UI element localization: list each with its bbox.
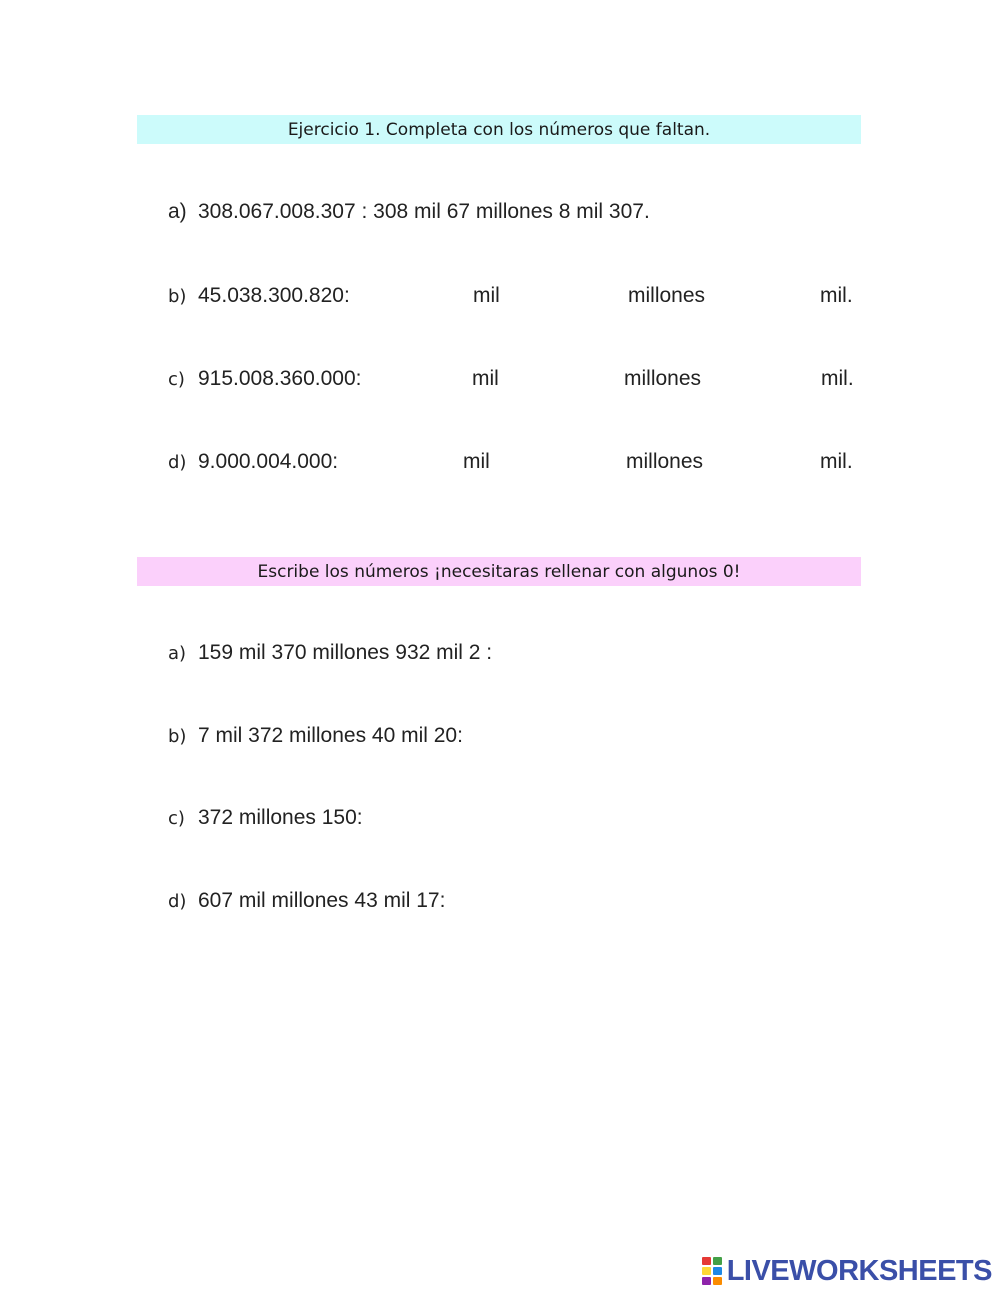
word-mil-end: mil. bbox=[820, 450, 853, 473]
word-millones: millones bbox=[626, 450, 704, 473]
item-text: 372 millones 150: bbox=[198, 806, 363, 829]
exercise-2-title-banner bbox=[137, 557, 861, 586]
word-mil: mil bbox=[473, 284, 500, 307]
number-text: 9.000.004.000: bbox=[198, 450, 339, 473]
logo-blocks-icon bbox=[702, 1257, 724, 1285]
item-letter: d) bbox=[168, 891, 187, 912]
word-millones: millones bbox=[628, 284, 706, 307]
word-mil: mil bbox=[472, 367, 499, 390]
exercise-1-title: Ejercicio 1. Completa con los números que faltan. bbox=[287, 119, 711, 140]
word-millones: millones bbox=[624, 367, 702, 390]
item-text: 159 mil 370 millones 932 mil 2 : bbox=[198, 641, 493, 664]
item-letter: d) bbox=[168, 452, 187, 473]
logo-text: LIVEWORKSHEETS bbox=[726, 1254, 992, 1287]
item-letter: b) bbox=[168, 726, 187, 747]
item-letter: a) bbox=[168, 643, 187, 664]
item-text: 7 mil 372 millones 40 mil 20: bbox=[198, 724, 463, 747]
item-letter: c) bbox=[168, 369, 185, 390]
item-letter: b) bbox=[168, 286, 187, 307]
word-mil-end: mil. bbox=[820, 284, 853, 307]
item-text: 607 mil millones 43 mil 17: bbox=[198, 889, 446, 912]
exercise-1-title-banner bbox=[137, 115, 861, 144]
number-text: 45.038.300.820: bbox=[198, 284, 350, 307]
liveworksheets-logo[interactable] bbox=[702, 1254, 992, 1288]
word-mil: mil bbox=[463, 450, 490, 473]
number-text: 915.008.360.000: bbox=[198, 367, 362, 390]
exercise-2-title: Escribe los números ¡necesitaras rellenar con algunos 0! bbox=[257, 561, 741, 582]
example-text: 308.067.008.307 : 308 mil 67 millones 8 mil 307. bbox=[198, 200, 650, 223]
word-mil-end: mil. bbox=[821, 367, 854, 390]
item-letter: c) bbox=[168, 808, 185, 829]
item-letter: a) bbox=[168, 200, 187, 223]
